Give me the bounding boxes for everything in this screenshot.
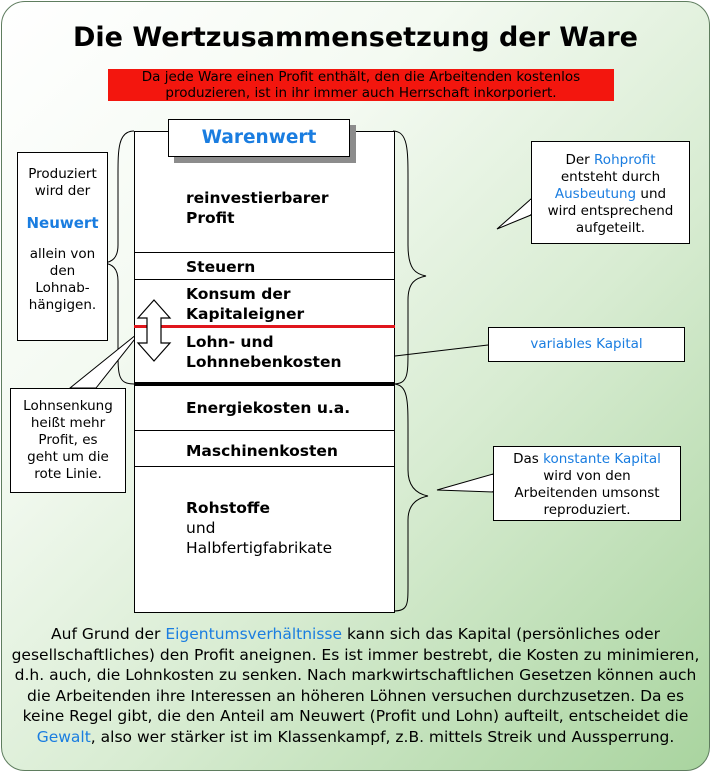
banner-line-1: Da jede Ware einen Profit enthält, den die Arbeitenden kostenlos	[141, 69, 581, 85]
warenwert-header: Warenwert	[168, 119, 350, 157]
segment-rohstoffe: Rohstoffe und Halbfertigfabrikate	[186, 499, 333, 557]
lohnsenkung-callout: Lohnsenkung heißt mehr Profit, es geht um die rote Linie.	[10, 388, 126, 493]
konstant-callout: Das konstante Kapital wird von den Arbeitenden umsonst reproduziert.	[493, 446, 681, 521]
segment-profit: reinvestierbarer Profit	[186, 189, 329, 227]
segment-lohn: Lohn- und Lohnnebenkosten	[186, 333, 342, 371]
segment-energie: Energiekosten u.a.	[186, 399, 351, 417]
rohprofit-callout: Der Rohprofit entsteht durch Ausbeutung und wird entsprechend aufgeteilt.	[531, 141, 690, 244]
neuwert-callout: Produziert wird der Neuwert allein von den Lohnab- hängigen.	[17, 152, 108, 341]
segment-konsum: Konsum der Kapitaleigner	[186, 285, 305, 323]
variables-kapital-callout: variables Kapital	[488, 327, 685, 362]
page-title: Die Wertzusammensetzung der Ware	[73, 22, 638, 53]
banner-line-2: produzieren, ist in ihr immer auch Herrschaft inkorporiert.	[165, 85, 557, 101]
segment-maschinen: Maschinenkosten	[186, 442, 338, 460]
segment-steuern: Steuern	[186, 258, 256, 276]
explanation-paragraph: Auf Grund der Eigentumsverhältnisse kann sich das Kapital (persönliches oder gesellschaftliches) den Profit aneignen. Es ist immer bestrebt, die Kosten zu minimieren, d.h. auch, die Lohnkosten zu senken. Nach markwirtschaftlichen Gesetzen können auch die Arbeitenden ihre Interessen an höheren Löhnen versuchen durchzusetzen. Da es keine Regel gibt, die den Anteil am Neuwert (Profit und Lohn) aufteilt, entscheidet die Gewalt, also wer stärker ist im Klassenkampf, z.B. mittels Streik und Aussperrung.	[11, 625, 700, 746]
